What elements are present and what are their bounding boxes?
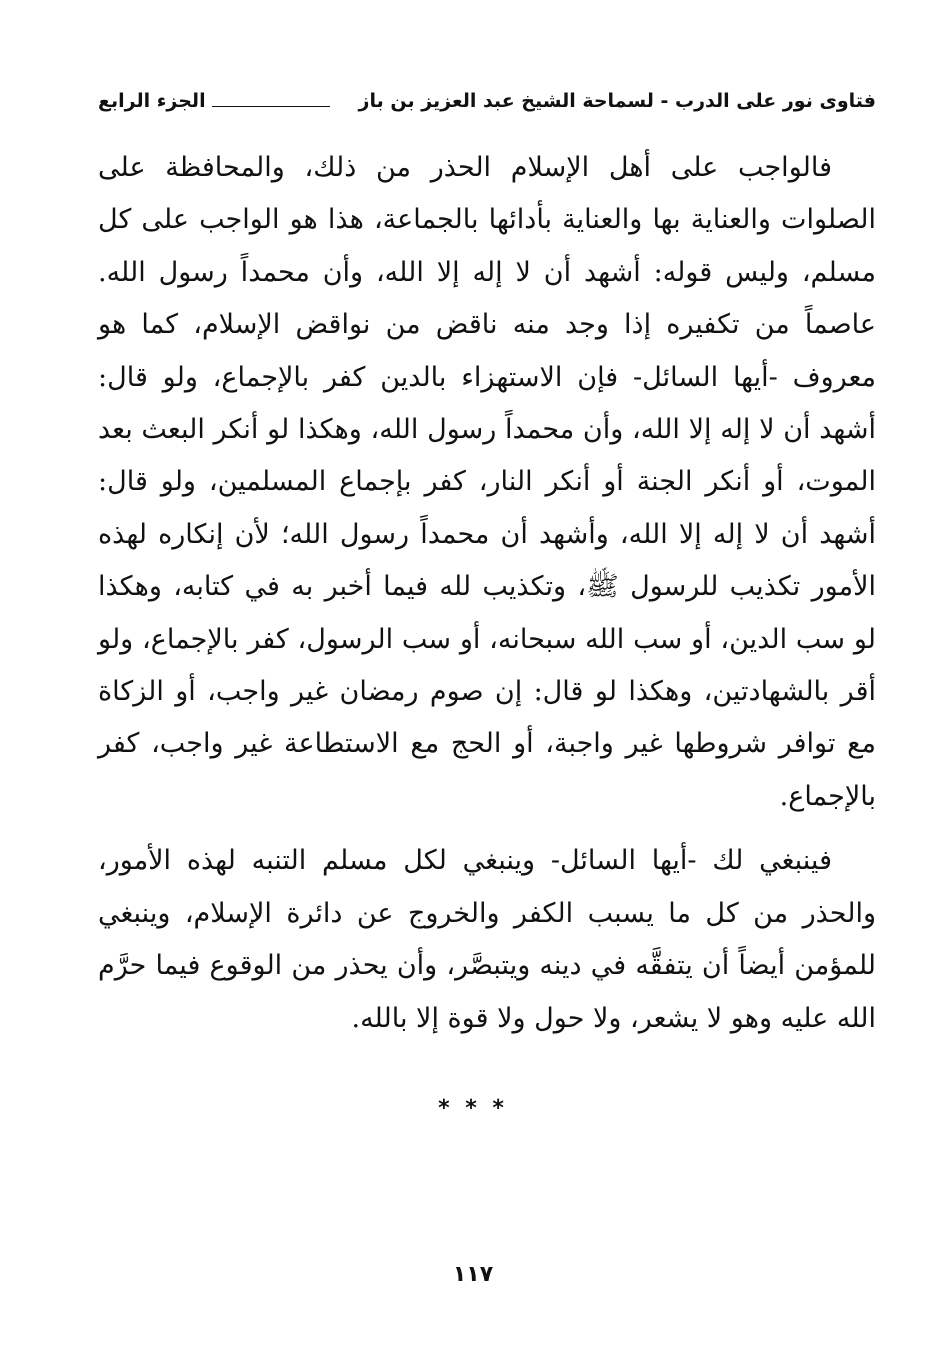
header-right-group: [98, 90, 336, 112]
page-number: ١١٧: [452, 1262, 494, 1287]
body-text: [98, 142, 876, 1045]
book-title: فتاوى نور على الدرب - لسماحة الشيخ عبد العزيز بن باز: [358, 90, 876, 112]
header-rule: [212, 106, 330, 107]
volume-label: الجزء الرابع: [98, 90, 206, 112]
paragraph: فالواجب على أهل الإسلام الحذر من ذلك، والمحافظة على الصلوات والعناية بها والعناية بأدائها بالجماعة، هذا هو الواجب على كل مسلم، وليس قوله: أشهد أن لا إله إلا الله، وأن محمداً رسول الله. عاصماً من تكفيره إذا وجد منه ناقض من نواقض الإسلام، كما هو معروف -أيها السائل- فإن الاستهزاء بالدين كفر بالإجماع، ولو قال: أشهد أن لا إله إلا الله، وأن محمداً رسول الله، وهكذا لو أنكر البعث بعد الموت، أو أنكر الجنة أو أنكر النار، كفر بإجماع المسلمين، ولو قال: أشهد أن لا إله إلا الله، وأشهد أن محمداً رسول الله؛ لأن إنكاره لهذه الأمور تكذيب للرسول ﷺ، وتكذيب لله فيما أخبر به في كتابه، وهكذا لو سب الدين، أو سب الله سبحانه، أو سب الرسول، كفر بالإجماع، ولو أقر بالشهادتين، وهكذا لو قال: إن صوم رمضان غير واجب، أو الزكاة مع توافر شروطها غير واجبة، أو الحج مع الاستطاعة غير واجب، كفر بالإجماع.: [98, 152, 876, 812]
section-separator: * * *: [438, 1096, 508, 1121]
running-header: [98, 84, 876, 118]
paragraph: فينبغي لك -أيها السائل- وينبغي لكل مسلم التنبه لهذه الأمور، والحذر من كل ما يسبب الكفر والخروج عن دائرة الإسلام، وينبغي للمؤمن أيضاً أن يتفقَّه في دينه ويتبصَّر، وأن يحذر من الوقوع فيما حرَّم الله عليه وهو لا يشعر، ولا حول ولا قوة إلا بالله.: [98, 845, 876, 1034]
